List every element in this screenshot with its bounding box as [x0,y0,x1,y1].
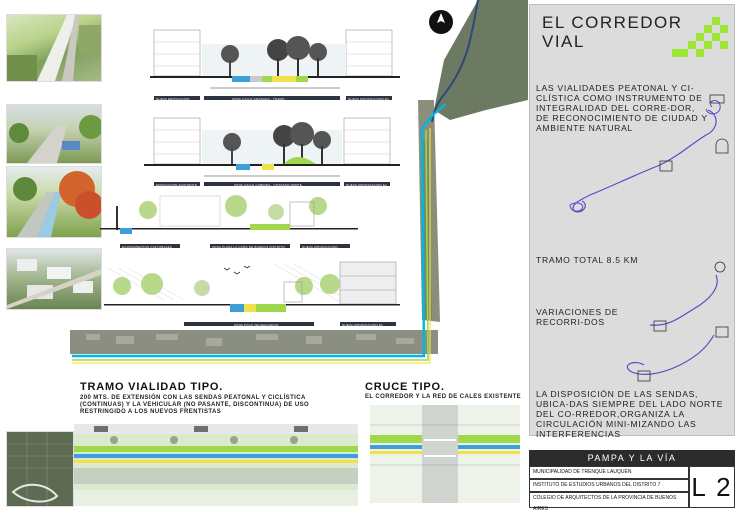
section2-label-left: EDIFICACION EXISTENTE [156,183,198,187]
cruce-plan [370,405,520,503]
section1-label-left: NUEVA EDIFICACION [156,97,190,101]
corridor-map [66,0,528,380]
panel-text-integralidad: LAS VIALIDADES PEATONAL Y CI-CLÍSTICA COMO INSTRUMENTO DE INTEGRALIDAD DEL CORRE-DOR, DE RECONOCIMIENTO DE CIUDAD Y AMBIENTE NATURAL [536,83,708,133]
institution-instituto: INSTITUTO DE ESTUDIOS URBANOS DEL DISTRITO 7 [529,479,689,492]
section1-label-center: ZONA CALLE GRANADA - TRAMO [232,97,285,101]
title-block [529,450,735,512]
route-diagram [530,5,734,435]
corredor-vial-panel [529,4,735,439]
panel-title-line1: EL CORREDOR [542,13,683,32]
panel-text-disposicion: LA DISPOSICIÓN DE LAS SENDAS, UBICA-DAS SIEMPRE DEL LADO NORTE DEL CO-RREDOR,ORGANIZA LA CIRCULACIÓN MINI-MIZANDO LAS INTERFERENCIAS [536,389,724,439]
section4-label-right: NUEVA ZONIFICACION E1 [342,323,383,327]
cruce-title: CRUCE TIPO. [365,381,445,393]
project-title: PAMPA Y LA VÍA [529,450,735,466]
institution-municipalidad: MUNICIPALIDAD DE TRENQUE LAUQUEN [529,466,689,479]
section4-label-center: ZONA POLO TECNOLOGICO [234,323,279,327]
section3-label-center: ZONA PLAZA LA CAÑO DE BUENOS DISTRITO [212,245,285,249]
sheet-code: L 2 [689,466,735,508]
section2-label-right: NUEVA ZONIFICACION E1 [346,183,387,187]
north-arrow-icon [428,9,454,35]
section3-label-left: EQUIPAMIENTOS CULTURALES [122,245,172,249]
panel-title-line2: VIAL [542,32,585,51]
institution-colegio: COLEGIO DE ARQUITECTOS DE LA PROVINCIA DE BUENOS AIRES [529,492,689,508]
tramo-plan [74,424,358,506]
panel-text-variaciones: VARIACIONES DE RECORRI-DOS [536,307,619,327]
panel-text-tramo-total: TRAMO TOTAL 8.5 KM [536,255,639,265]
section2-label-center: ZONA CALLE CUBRIDA - COSTADO NORTE [234,183,303,187]
satellite-thumbnail [6,431,74,507]
cruce-description: EL CORREDOR Y LA RED DE CALES EXISTENTE [365,394,522,400]
section3-label-right: NUEVA ZONIFICACION [302,245,338,249]
tramo-title: TRAMO VIALIDAD TIPO. [80,381,224,393]
tramo-description: 200 MTS. DE EXTENSIÓN CON LAS SENDAS PEATONAL Y CICLÍSTICA (CONTINUAS) Y LA VEHICULAR (NO PASANTE, DISCONTINUA) DE USO RESTRINGIDO A LOS NUEVOS FRENTISTAS [80,395,310,415]
section1-label-right: NUEVA ZONIFICACION E1 [348,97,389,101]
